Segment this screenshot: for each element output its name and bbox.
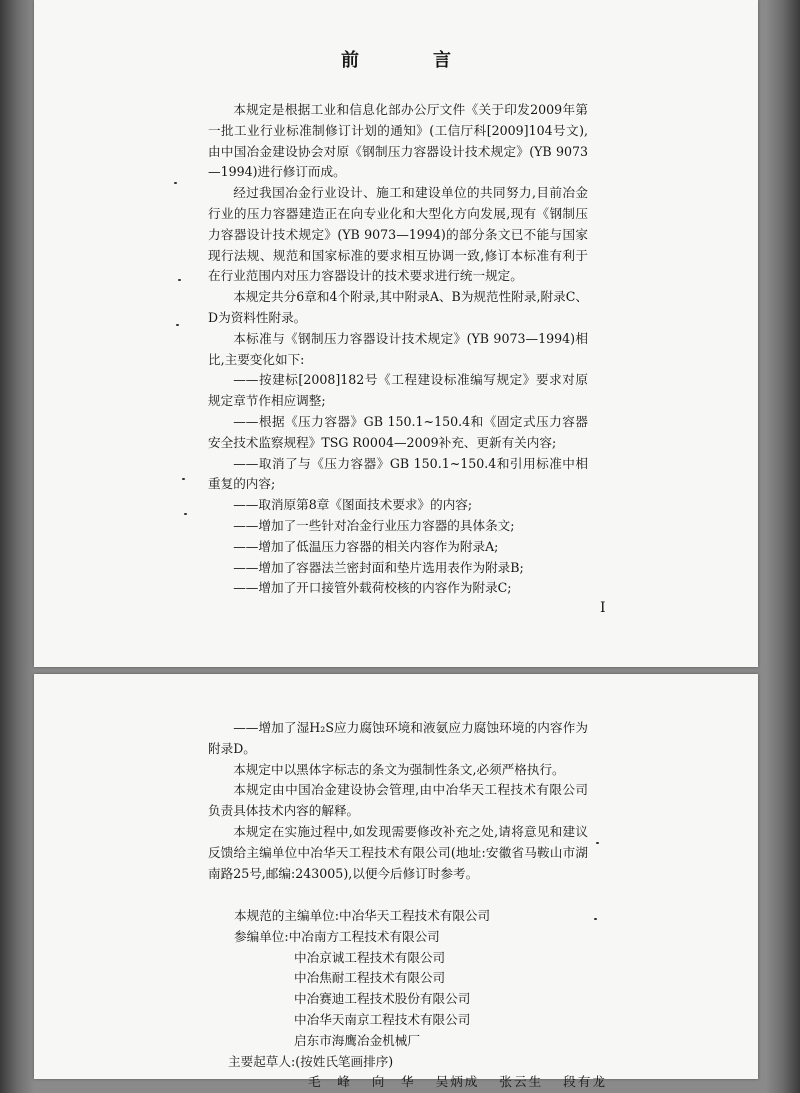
participant-unit: 中冶焦耐工程技术有限公司: [294, 970, 446, 986]
change-item: ——取消了与《压力容器》GB 150.1~150.4和引用标准中相重复的内容;: [208, 455, 588, 492]
paragraph: ——增加了湿H₂S应力腐蚀环境和液氨应力腐蚀环境的内容作为附录D。: [208, 720, 588, 756]
scan-speck: [182, 478, 185, 480]
change-item: ——增加了容器法兰密封面和垫片选用表作为附录B;: [233, 559, 524, 575]
change-item: ——增加了开口接管外载荷校核的内容作为附录C;: [233, 580, 512, 596]
drafter-name: 向 华: [371, 1074, 416, 1090]
drafter-name: 吴炳成: [435, 1074, 480, 1090]
participant-unit: 启东市海鹰冶金机械厂: [294, 1032, 420, 1048]
change-item: ——按建标[2008]182号《工程建设标准编写规定》要求对原规定章节作相应调整;: [208, 372, 588, 409]
scan-speck: [596, 842, 599, 844]
chief-editor-unit: 本规范的主编单位:中冶华天工程技术有限公司: [234, 908, 491, 923]
drafter-name: 毛 峰: [308, 1074, 352, 1090]
participant-unit: 中冶赛迪工程技术股份有限公司: [294, 991, 471, 1007]
change-item: ——增加了低温压力容器的相关内容作为附录A;: [233, 538, 499, 554]
paragraph: 经过我国冶金行业设计、施工和建设单位的共同努力,目前冶金行业的压力容器建造正在向专业化和大型化方向发展,现有《钢制压力容器设计技术规定》(YB 9073—1994)的部分条文已不能与国家现行法规、规范和国家标准的要求相互协调一致,修订本标准有利于在行业范围内对压力容器设计的技术要求进行统一规定。: [208, 185, 588, 284]
scan-speck: [174, 182, 177, 184]
participant-unit-row: [208, 927, 628, 948]
document-page-2: [34, 674, 758, 1090]
scan-speck: [178, 279, 181, 281]
scan-speck: [184, 513, 187, 515]
paragraph: 本规定在实施过程中,如发现需要修改补充之处,请将意见和建议反馈给主编单位中冶华天工程技术有限公司(地址:安徽省马鞍山市湖南路25号,邮编:243005),以便今后修订时参考。: [208, 823, 588, 881]
scan-speck: [594, 918, 597, 920]
preface-body-continued: [208, 718, 588, 884]
paragraph: 本规定共分6章和4个附录,其中附录A、B为规范性附录,附录C、D为资料性附录。: [208, 289, 588, 325]
participant-unit: 中冶京诚工程技术有限公司: [294, 949, 446, 965]
drafters-list: [208, 1072, 628, 1093]
drafter-name: 段有龙: [563, 1074, 607, 1090]
scan-speck: [176, 324, 179, 326]
document-page-1: [34, 0, 758, 667]
page-number: I: [600, 600, 606, 616]
preface-body: [208, 100, 588, 599]
paragraph: 本规定由中国冶金建设协会管理,由中冶华天工程技术有限公司负责具体技术内容的解释。: [208, 782, 588, 819]
drafter-name: 张云生: [499, 1074, 544, 1090]
change-item: ——根据《压力容器》GB 150.1~150.4和《固定式压力容器安全技术监察规程》TSG R0004—2009补充、更新有关内容;: [208, 413, 588, 450]
paragraph: 本规定中以黑体字标志的条文为强制性条文,必须严格执行。: [233, 761, 565, 777]
paragraph: 本规定是根据工业和信息化部办公厅文件《关于印发2009年第一批工业行业标准制修订计划的通知》(工信厅科[2009]104号文),由中国冶金建设协会对原《钢制压力容器设计技术规定》(YB 9073—1994)进行修订而成。: [208, 102, 588, 180]
editorial-units: [208, 906, 628, 1093]
page-heading: 前 言: [341, 50, 479, 71]
participants-label: 参编单位:: [234, 928, 289, 944]
change-item: ——增加了一些针对冶金行业压力容器的具体条文;: [233, 517, 515, 533]
participant-unit: 中冶华天南京工程技术有限公司: [294, 1011, 471, 1027]
drafters-label: 主要起草人:(按姓氏笔画排序): [228, 1053, 394, 1069]
change-item: ——取消原第8章《图面技术要求》的内容;: [233, 497, 473, 513]
paragraph: 本标准与《钢制压力容器设计技术规定》(YB 9073—1994)相比,主要变化如下:: [208, 330, 588, 367]
participant-unit: 中冶南方工程技术有限公司: [288, 928, 440, 944]
